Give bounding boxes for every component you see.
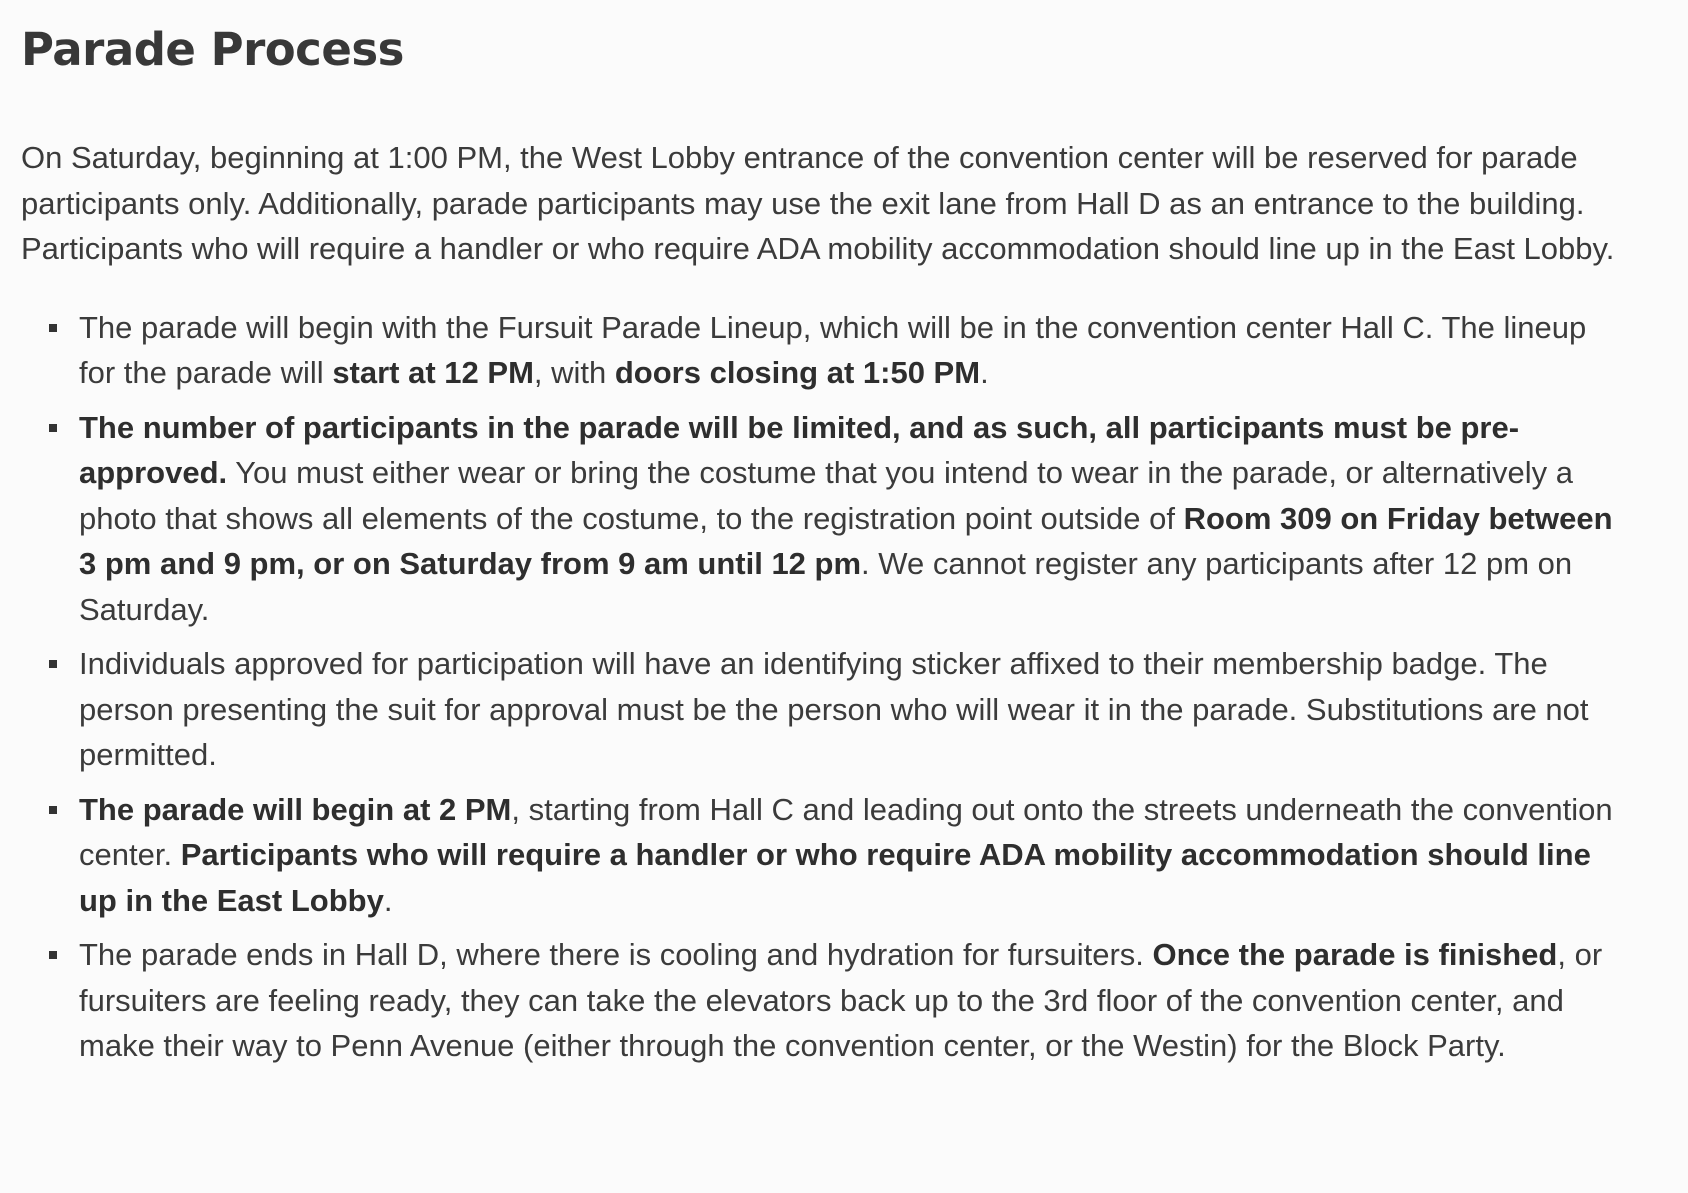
bullet-marker xyxy=(49,424,57,432)
list-item-parade-end xyxy=(21,932,1621,1069)
bold-text: The parade will begin at 2 PM xyxy=(79,791,512,827)
list-item-sticker xyxy=(21,641,1621,778)
list-item-pre-approval xyxy=(21,405,1621,633)
bullet-text: . xyxy=(383,882,393,918)
bullet-marker xyxy=(49,324,57,332)
bullet-marker xyxy=(49,660,57,668)
bullet-marker xyxy=(49,806,57,814)
bullet-text: . xyxy=(980,355,989,390)
list-item-lineup xyxy=(21,305,1621,396)
bullet-text: Individuals approved for participation will have an identifying sticker affixed to their membership badge. The person presenting the suit for approval must be the person who will wear it in the parade. Substitutions are not permitted. xyxy=(79,646,1589,772)
page-title: Parade Process xyxy=(21,23,404,76)
bold-text: Participants who will require a handler or who require ADA mobility accommodation should line up in the East Lobby xyxy=(79,837,1591,918)
bullet-text: You must either wear or bring the costume that you intend to wear in the parade, or alternatively a photo that shows all elements of the costume, to the registration point outside of xyxy=(79,455,1573,536)
bullet-marker xyxy=(49,951,57,959)
bullet-text: , starting from Hall C and leading out onto the streets underneath the convention center. xyxy=(79,791,1613,872)
bold-text: Room 309 on Friday between 3 pm and 9 pm, or on Saturday from 9 am until 12 pm xyxy=(79,500,1613,581)
list-item-start-time xyxy=(21,787,1621,924)
bold-text: doors closing at 1:50 PM xyxy=(614,355,981,390)
parade-info-list xyxy=(21,305,1621,1069)
bullet-text: The parade will begin with the Fursuit Parade Lineup, which will be in the convention center Hall C. The lineup for the parade will xyxy=(79,309,1587,390)
bullet-text: The parade ends in Hall D, where there is cooling and hydration for fursuiters. xyxy=(79,937,1153,972)
bullet-text: . We cannot register any participants after 12 pm on Saturday. xyxy=(79,546,1573,627)
bullet-text: , or fursuiters are feeling ready, they can take the elevators back up to the 3rd floor of the convention center, and make their way to Penn Avenue (either through the convention center, or the Westin) for the Block Party. xyxy=(79,937,1603,1063)
intro-paragraph: On Saturday, beginning at 1:00 PM, the West Lobby entrance of the convention center will be reserved for parade participants only. Additionally, parade participants may use the exit lane from Hall D as an entrance to the building. Participants who will require a handler or who require ADA mobility accommodation should line up in the East Lobby. xyxy=(21,140,1615,266)
bold-text: start at 12 PM xyxy=(332,355,534,390)
bullet-text: , with xyxy=(533,355,615,390)
bold-text: Once the parade is finished xyxy=(1152,937,1558,972)
bold-text: The number of participants in the parade will be limited, and as such, all participants must be pre-approved. xyxy=(79,409,1520,490)
